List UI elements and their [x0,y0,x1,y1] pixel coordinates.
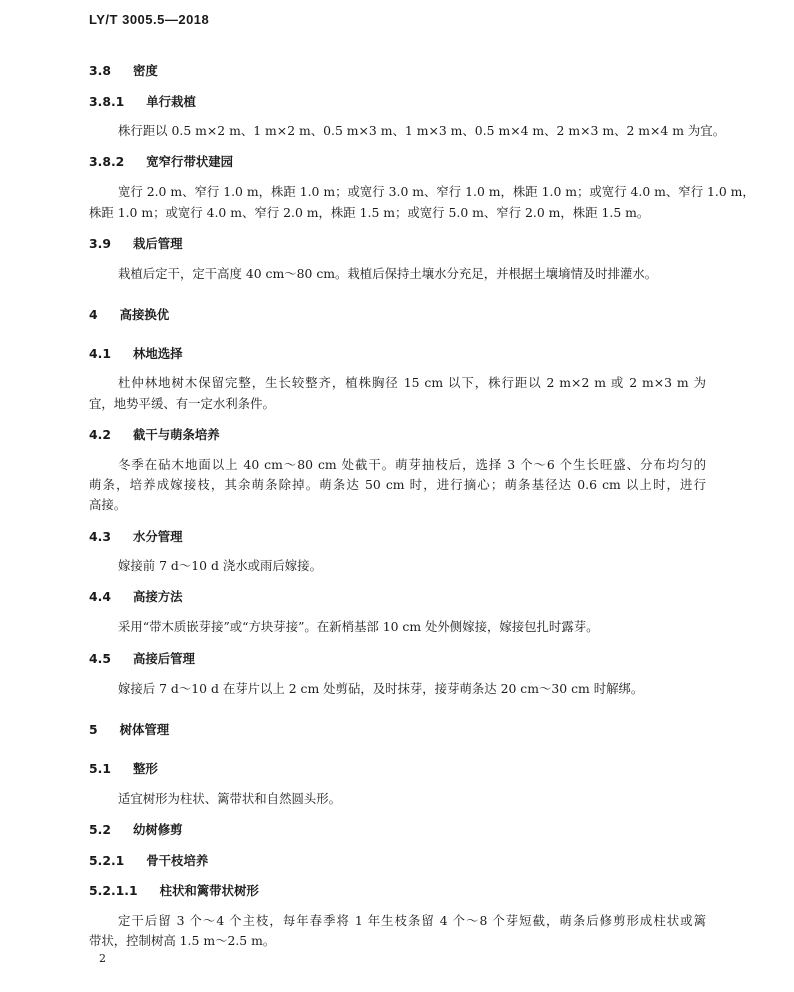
paragraph-line: 萌条，培养成嫁接枝，其余萌条除掉。萌条达 50 cm 时，进行摘心；萌条基径达 0.6 cm 以上时，进行 [89,477,706,492]
section-title: 截干与萌条培养 [132,427,220,442]
section-number: 3.8.2 [89,154,125,169]
section-number: 5.1 [89,761,111,776]
section-heading-5 [89,722,709,738]
section-title: 密度 [132,63,158,78]
paragraph-line: 株行距以 0.5 m×2 m、1 m×2 m、0.5 m×3 m、1 m×3 m、0.5 m×4 m、2 m×3 m、2 m×4 m 为宜。 [118,123,726,138]
section-number: 4.1 [89,346,111,361]
section-heading-5-2 [89,822,709,838]
paragraph-line: 宽行 2.0 m、窄行 1.0 m，株距 1.0 m；或宽行 3.0 m、窄行 1.0 m，株距 1.0 m；或宽行 4.0 m、窄行 1.0 m， [118,184,755,199]
paragraph-line: 冬季在砧木地面以上 40 cm～80 cm 处截干。萌芽抽枝后，选择 3 个～6 个生长旺盛、分布均匀的 [118,457,706,472]
section-heading-5-2-1-1 [89,883,709,899]
paragraph-line: 高接。 [89,497,127,512]
section-title: 单行栽植 [146,94,196,109]
section-number: 5 [89,722,98,737]
section-heading-4-4 [89,589,709,605]
paragraph-line: 杜仲林地树木保留完整，生长较整齐，植株胸径 15 cm 以下，株行距以 2 m×2 m 或 2 m×3 m 为 [118,375,706,390]
section-title: 幼树修剪 [132,822,183,837]
paragraph-line: 嫁接后 7 d～10 d 在芽片以上 2 cm 处剪砧，及时抹芽，接芽萌条达 20 cm～30 cm 时解绑。 [118,681,644,696]
section-number: 5.2.1 [89,853,125,868]
section-heading-5-2-1 [89,853,709,869]
section-title: 骨干枝培养 [146,853,209,868]
paragraph-line: 定干后留 3 个～4 个主枝，每年春季将 1 年生枝条留 4 个～8 个芽短截，萌条后修剪形成柱状或篱 [118,913,706,928]
section-number: 4.3 [89,529,111,544]
section-title: 栽后管理 [132,236,183,251]
paragraph-line: 采用“带木质嵌芽接”或“方块芽接”。在新梢基部 10 cm 处外侧嫁接，嫁接包扎时露芽。 [118,619,599,634]
section-title: 树体管理 [119,722,170,737]
section-title: 柱状和篱带状树形 [159,883,259,898]
section-title: 高接方法 [132,589,183,604]
section-title: 水分管理 [132,529,183,544]
paragraph-line: 栽植后定干，定干高度 40 cm～80 cm。栽植后保持土壤水分充足，并根据土壤墒情及时排灌水。 [118,266,658,281]
section-heading-3-8 [89,63,709,79]
section-number: 4.4 [89,589,111,604]
section-number: 4 [89,307,98,322]
paragraph-line: 适宜树形为柱状、篱带状和自然圆头形。 [118,791,342,806]
section-heading-4-3 [89,529,709,545]
section-number: 3.9 [89,236,111,251]
section-heading-5-1 [89,761,709,777]
section-heading-3-8-2 [89,154,709,170]
section-title: 高接换优 [119,307,170,322]
section-heading-4-1 [89,346,709,362]
section-number: 3.8.1 [89,94,125,109]
page-number: 2 [99,952,106,965]
section-heading-3-9 [89,236,709,252]
section-heading-4-5 [89,651,709,667]
paragraph-line: 嫁接前 7 d～10 d 浇水或雨后嫁接。 [118,558,322,573]
section-title: 高接后管理 [132,651,195,666]
section-title: 宽窄行带状建园 [146,154,234,169]
section-number: 5.2 [89,822,111,837]
section-number: 5.2.1.1 [89,883,138,898]
section-heading-3-8-1 [89,94,709,110]
section-heading-4 [89,307,709,323]
paragraph-line: 带状，控制树高 1.5 m～2.5 m。 [89,933,276,948]
section-number: 3.8 [89,63,111,78]
section-heading-4-2 [89,427,709,443]
section-title: 整形 [132,761,158,776]
section-number: 4.5 [89,651,111,666]
paragraph-line: 宜，地势平缓、有一定水利条件。 [89,396,275,411]
standard-number: LY/T 3005.5—2018 [89,12,210,27]
section-number: 4.2 [89,427,111,442]
section-title: 林地选择 [132,346,183,361]
paragraph-line: 株距 1.0 m；或宽行 4.0 m、窄行 2.0 m，株距 1.5 m；或宽行 5.0 m、窄行 2.0 m，株距 1.5 m。 [89,205,650,220]
